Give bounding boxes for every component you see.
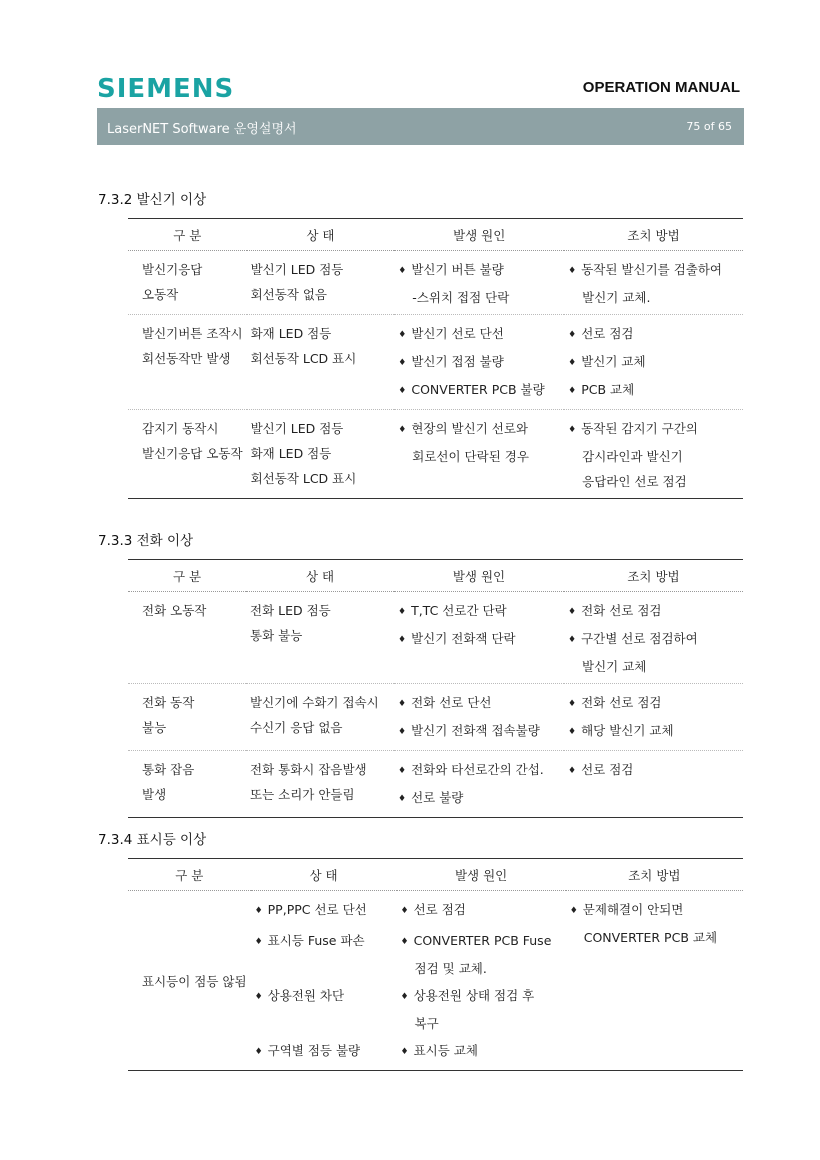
cell-line: 감시라인과 발신기 <box>582 449 683 464</box>
cell-line: 화재 LED 점등 <box>250 326 332 341</box>
category-cell <box>128 251 247 315</box>
col-header-cause: 발생 원인 <box>394 560 564 592</box>
cell-line: ♦ 발신기 전화잭 단락 <box>398 626 560 654</box>
action-cell <box>564 592 743 684</box>
cause-cell <box>397 891 566 1071</box>
cell-line: 발신기 LED 점등 <box>250 262 344 277</box>
category-cell <box>128 684 246 751</box>
cell-line: ♦ 구간별 선로 점검하여 <box>568 626 739 654</box>
cell-line: ♦ 발신기 교체 <box>568 349 739 377</box>
action-cell <box>564 315 743 410</box>
col-header-state: 상 태 <box>246 560 394 592</box>
col-header-state: 상 태 <box>251 859 397 891</box>
cell-line: 통화 잡음 <box>142 762 195 777</box>
table-header <box>128 859 743 891</box>
state-cell <box>246 592 394 684</box>
cell-line: 오동작 <box>142 287 179 302</box>
cell-line: 발생 <box>142 787 167 802</box>
col-header-cause: 발생 원인 <box>397 859 566 891</box>
cell-line: 전화 동작 <box>142 695 195 710</box>
cause-cell <box>394 592 564 684</box>
category-cell <box>128 410 247 499</box>
page-info: 75 of 65 <box>686 120 732 133</box>
table-row <box>128 251 743 315</box>
cell-line: 표시등이 점등 않됨 <box>142 974 247 989</box>
cell-line: 점검 및 교체. <box>414 961 487 976</box>
transmitter-table <box>128 218 743 499</box>
section-title: 7.3.2 발신기 이상 <box>98 192 207 208</box>
state-cell <box>246 684 394 751</box>
state-cell <box>247 315 395 410</box>
category-cell <box>128 751 246 818</box>
cell-line: 감지기 동작시 <box>142 421 219 436</box>
action-cell <box>564 251 743 315</box>
col-header-category: 구 분 <box>128 560 246 592</box>
cell-line: ♦ 현장의 발신기 선로와 <box>398 416 560 444</box>
document-type: OPERATION MANUAL <box>582 79 740 96</box>
cell-line: ♦ 구역별 점등 불량 <box>255 1038 393 1066</box>
state-cell <box>247 251 395 315</box>
telephone-table <box>128 559 743 818</box>
col-header-action: 조치 방법 <box>564 219 743 251</box>
cell-line: 회선동작만 발생 <box>142 351 231 366</box>
cell-line: 전화 통화시 잡음발생 <box>250 762 367 777</box>
cause-cell <box>394 410 564 499</box>
cell-line: 불능 <box>142 720 167 735</box>
category-cell <box>128 891 251 1071</box>
cell-line: ♦ 선로 점검 <box>568 321 739 349</box>
cell-line: ♦ CONVERTER PCB 불량 <box>398 377 560 405</box>
cell-line: ♦ 발신기 선로 단선 <box>398 321 560 349</box>
cause-cell <box>394 315 564 410</box>
cell-line: ♦ 표시등 교체 <box>401 1038 562 1066</box>
cell-line: 회선동작 LCD 표시 <box>250 471 357 486</box>
action-cell <box>566 891 743 1071</box>
cell-line: ♦ 문제해결이 안되면 <box>570 897 739 925</box>
cell-line: 복구 <box>414 1016 439 1031</box>
cell-line: ♦ 발신기 접점 불량 <box>398 349 560 377</box>
cell-line: ♦ 전화와 타선로간의 간섭. <box>398 757 560 785</box>
cell-line: ♦ PCB 교체 <box>568 377 739 405</box>
section-indicator <box>98 828 743 1071</box>
cell-line: 회로선이 단락된 경우 <box>412 449 529 464</box>
col-header-category: 구 분 <box>128 219 247 251</box>
cell-line: ♦ 전화 선로 점검 <box>568 598 739 626</box>
cause-cell <box>394 251 564 315</box>
banner-title: LaserNET Software 운영설명서 <box>107 122 297 137</box>
section-title: 7.3.3 전화 이상 <box>98 533 194 549</box>
cell-line: ♦ 상용전원 차단 <box>255 983 393 1011</box>
indicator-table <box>128 858 743 1071</box>
cell-line: 발신기 LED 점등 <box>250 421 344 436</box>
cause-cell <box>394 751 564 818</box>
table-row <box>128 410 743 499</box>
cell-line: ♦ 발신기 버튼 불량 <box>398 257 560 285</box>
section-transmitter <box>98 188 743 499</box>
cell-line: ♦ 해당 발신기 교체 <box>568 718 739 746</box>
siemens-logo: SIEMENS <box>97 74 235 104</box>
state-cell <box>246 751 394 818</box>
cell-line: ♦ CONVERTER PCB Fuse <box>401 928 562 956</box>
section-telephone <box>98 529 743 818</box>
col-header-cause: 발생 원인 <box>394 219 564 251</box>
cell-line: ♦ 전화 선로 점검 <box>568 690 739 718</box>
cell-line: 회선동작 LCD 표시 <box>250 351 357 366</box>
cell-line: ♦ 선로 점검 <box>568 757 739 785</box>
table-header <box>128 219 743 251</box>
cell-line: ♦ 선로 불량 <box>398 785 560 813</box>
cell-line: 전화 오동작 <box>142 603 207 618</box>
category-cell <box>128 592 246 684</box>
cell-line: 발신기 교체 <box>582 659 647 674</box>
cell-line: 회선동작 없음 <box>250 287 328 302</box>
table-row <box>128 684 743 751</box>
state-cell <box>247 410 395 499</box>
action-cell <box>564 751 743 818</box>
cell-line: ♦ 발신기 전화잭 접속불량 <box>398 718 560 746</box>
cell-line: ♦ 전화 선로 단선 <box>398 690 560 718</box>
cell-line: ♦ 동작된 감지기 구간의 <box>568 416 739 444</box>
col-header-state: 상 태 <box>247 219 395 251</box>
cell-line: 응답라인 선로 점검 <box>582 474 687 489</box>
col-header-action: 조치 방법 <box>564 560 743 592</box>
cell-line: 화재 LED 점등 <box>250 446 332 461</box>
cell-line: ♦ 상용전원 상태 점검 후 <box>401 983 562 1011</box>
col-header-action: 조치 방법 <box>566 859 743 891</box>
cell-line: 발신기버튼 조작시 <box>142 326 243 341</box>
cell-line: 전화 LED 점등 <box>250 603 331 618</box>
section-title: 7.3.4 표시등 이상 <box>98 832 207 848</box>
cell-line: ♦ T,TC 선로간 단락 <box>398 598 560 626</box>
table-header <box>128 560 743 592</box>
table-row <box>128 751 743 818</box>
table-row <box>128 592 743 684</box>
cell-line: 발신기응답 오동작 <box>142 446 243 461</box>
table-row <box>128 315 743 410</box>
cell-line: 발신기에 수화기 접속시 <box>250 695 379 710</box>
cell-line: CONVERTER PCB 교체 <box>583 930 718 945</box>
cell-line: ♦ 선로 점검 <box>401 897 562 925</box>
action-cell <box>564 410 743 499</box>
state-cell <box>251 891 397 1071</box>
cell-line: 통화 불능 <box>250 628 303 643</box>
col-header-category: 구 분 <box>128 859 251 891</box>
cell-line: 또는 소리가 안들림 <box>250 787 355 802</box>
category-cell <box>128 315 247 410</box>
cell-line: ♦ 표시등 Fuse 파손 <box>255 928 393 956</box>
table-row <box>128 891 743 1071</box>
cell-line: ♦ 동작된 발신기를 검출하여 <box>568 257 739 285</box>
cell-line: 발신기 교체. <box>582 290 651 305</box>
action-cell <box>564 684 743 751</box>
cell-line: -스위치 접점 단락 <box>412 290 510 305</box>
cell-line: ♦ PP,PPC 선로 단선 <box>255 897 393 925</box>
cell-line: 수신기 응답 없음 <box>250 720 343 735</box>
header-banner <box>97 108 744 145</box>
cell-line: 발신기응답 <box>142 262 203 277</box>
cause-cell <box>394 684 564 751</box>
